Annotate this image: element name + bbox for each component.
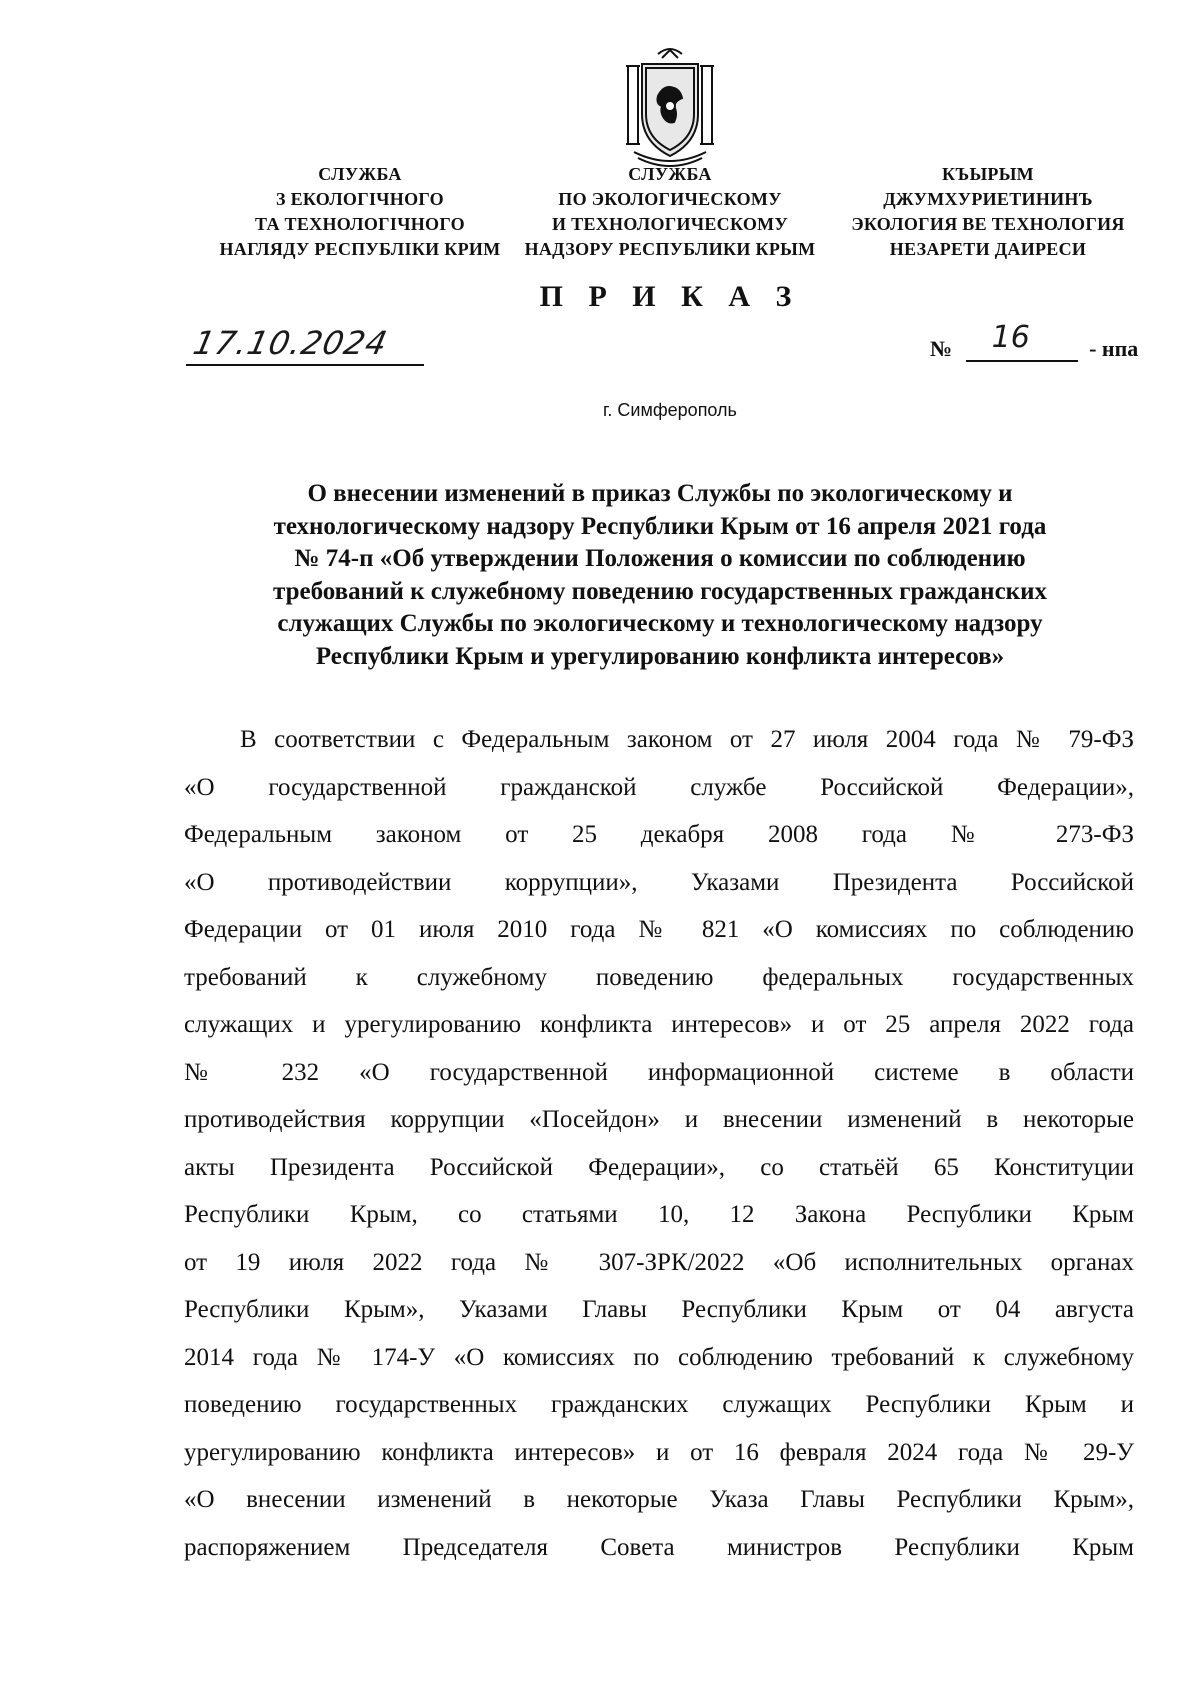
org-name-russian bbox=[515, 162, 825, 262]
body-line: от 19 июля 2022 года № 307-ЗРК/2022 «Об исполнительных органах bbox=[184, 1248, 1134, 1276]
body-line: «О государственной гражданской службе Российской Федерации», bbox=[184, 773, 1134, 801]
body-line: требований к служебному поведению федеральных государственных bbox=[184, 963, 1134, 991]
handwritten-date: 17.10.2024 bbox=[189, 324, 392, 362]
body-line: противодействия коррупции «Посейдон» и внесении изменений в некоторые bbox=[184, 1106, 1134, 1133]
org-ua-line: З ЕКОЛОГІЧНОГО bbox=[275, 189, 444, 209]
document-type-heading: П Р И К А З bbox=[539, 280, 801, 313]
body-line: Республики Крым, со статьями 10, 12 Закона Республики Крым bbox=[184, 1201, 1134, 1228]
org-ru-line: СЛУЖБА bbox=[628, 164, 712, 184]
body-line: Федеральным законом от 25 декабря 2008 года № 273-ФЗ bbox=[184, 821, 1134, 848]
org-crh-line: ДЖУМХУРИЕТИНИНЪ bbox=[883, 189, 1093, 209]
body-line: акты Президента Российской Федерации», со статьёй 65 Конституции bbox=[184, 1153, 1134, 1181]
body-line: Республики Крым», Указами Главы Республики Крым от 04 августа bbox=[184, 1296, 1134, 1323]
org-name-crimean-tatar bbox=[838, 162, 1138, 262]
org-ru-line: И ТЕХНОЛОГИЧЕСКОМУ bbox=[552, 214, 788, 234]
title-line: требований к служебному поведению государственных гражданских bbox=[273, 577, 1047, 605]
org-ru-line: НАДЗОРУ РЕСПУБЛИКИ КРЫМ bbox=[524, 239, 816, 259]
org-ua-line: ТА ТЕХНОЛОГІЧНОГО bbox=[255, 214, 465, 234]
title-line: О внесении изменений в приказ Службы по экологическому и bbox=[307, 480, 1013, 507]
body-line: «О внесении изменений в некоторые Указа Главы Республики Крым», bbox=[184, 1486, 1134, 1513]
body-line: В соответствии с Федеральным законом от 27 июля 2004 года № 79-ФЗ bbox=[240, 726, 1134, 753]
document-title bbox=[180, 478, 1140, 673]
title-line: № 74-п «Об утверждении Положения о комиссии по соблюдению bbox=[294, 545, 1026, 572]
org-crh-line: НЕЗАРЕТИ ДАИРЕСИ bbox=[889, 239, 1087, 259]
title-line: технологическому надзору Республики Крым от 16 апреля 2021 года bbox=[273, 512, 1047, 540]
document-date-field bbox=[186, 322, 424, 366]
org-ua-line: СЛУЖБА bbox=[318, 164, 402, 184]
title-line: служащих Службы по экологическому и технологическому надзору bbox=[277, 610, 1043, 637]
document-body bbox=[184, 716, 1134, 1571]
body-line: Федерации от 01 июля 2010 года № 821 «О комиссиях по соблюдению bbox=[184, 916, 1134, 943]
body-line: № 232 «О государственной информационной системе в области bbox=[184, 1058, 1134, 1086]
body-line: урегулированию конфликта интересов» и от 16 февраля 2024 года № 29-У bbox=[184, 1438, 1134, 1466]
document-city: г. Симферополь bbox=[603, 400, 737, 420]
org-ru-line: ПО ЭКОЛОГИЧЕСКОМУ bbox=[558, 189, 782, 209]
coat-of-arms-emblem bbox=[624, 44, 716, 176]
number-sign: № bbox=[930, 336, 953, 361]
org-ua-line: НАГЛЯДУ РЕСПУБЛІКИ КРИМ bbox=[219, 239, 501, 259]
org-name-ukrainian bbox=[210, 162, 510, 262]
document-number-field bbox=[930, 320, 1139, 362]
body-line: «О противодействии коррупции», Указами Президента Российской bbox=[184, 868, 1134, 896]
number-line bbox=[966, 320, 1078, 362]
body-line: поведению государственных гражданских служащих Республики Крым и bbox=[184, 1391, 1134, 1418]
title-line: Республики Крым и урегулированию конфликта интересов» bbox=[315, 642, 1005, 670]
org-crh-line: КЪЫРЫМ bbox=[942, 164, 1034, 184]
body-line: 2014 года № 174-У «О комиссиях по соблюдению требований к служебному bbox=[184, 1343, 1134, 1371]
body-line: распоряжением Председателя Совета министров Республики Крым bbox=[184, 1533, 1134, 1561]
body-line: служащих и урегулированию конфликта интересов» и от 25 апреля 2022 года bbox=[184, 1011, 1134, 1038]
handwritten-number: 16 bbox=[991, 320, 1030, 355]
number-suffix: - нпа bbox=[1089, 336, 1139, 361]
org-crh-line: ЭКОЛОГИЯ ВЕ ТЕХНОЛОГИЯ bbox=[851, 214, 1125, 234]
